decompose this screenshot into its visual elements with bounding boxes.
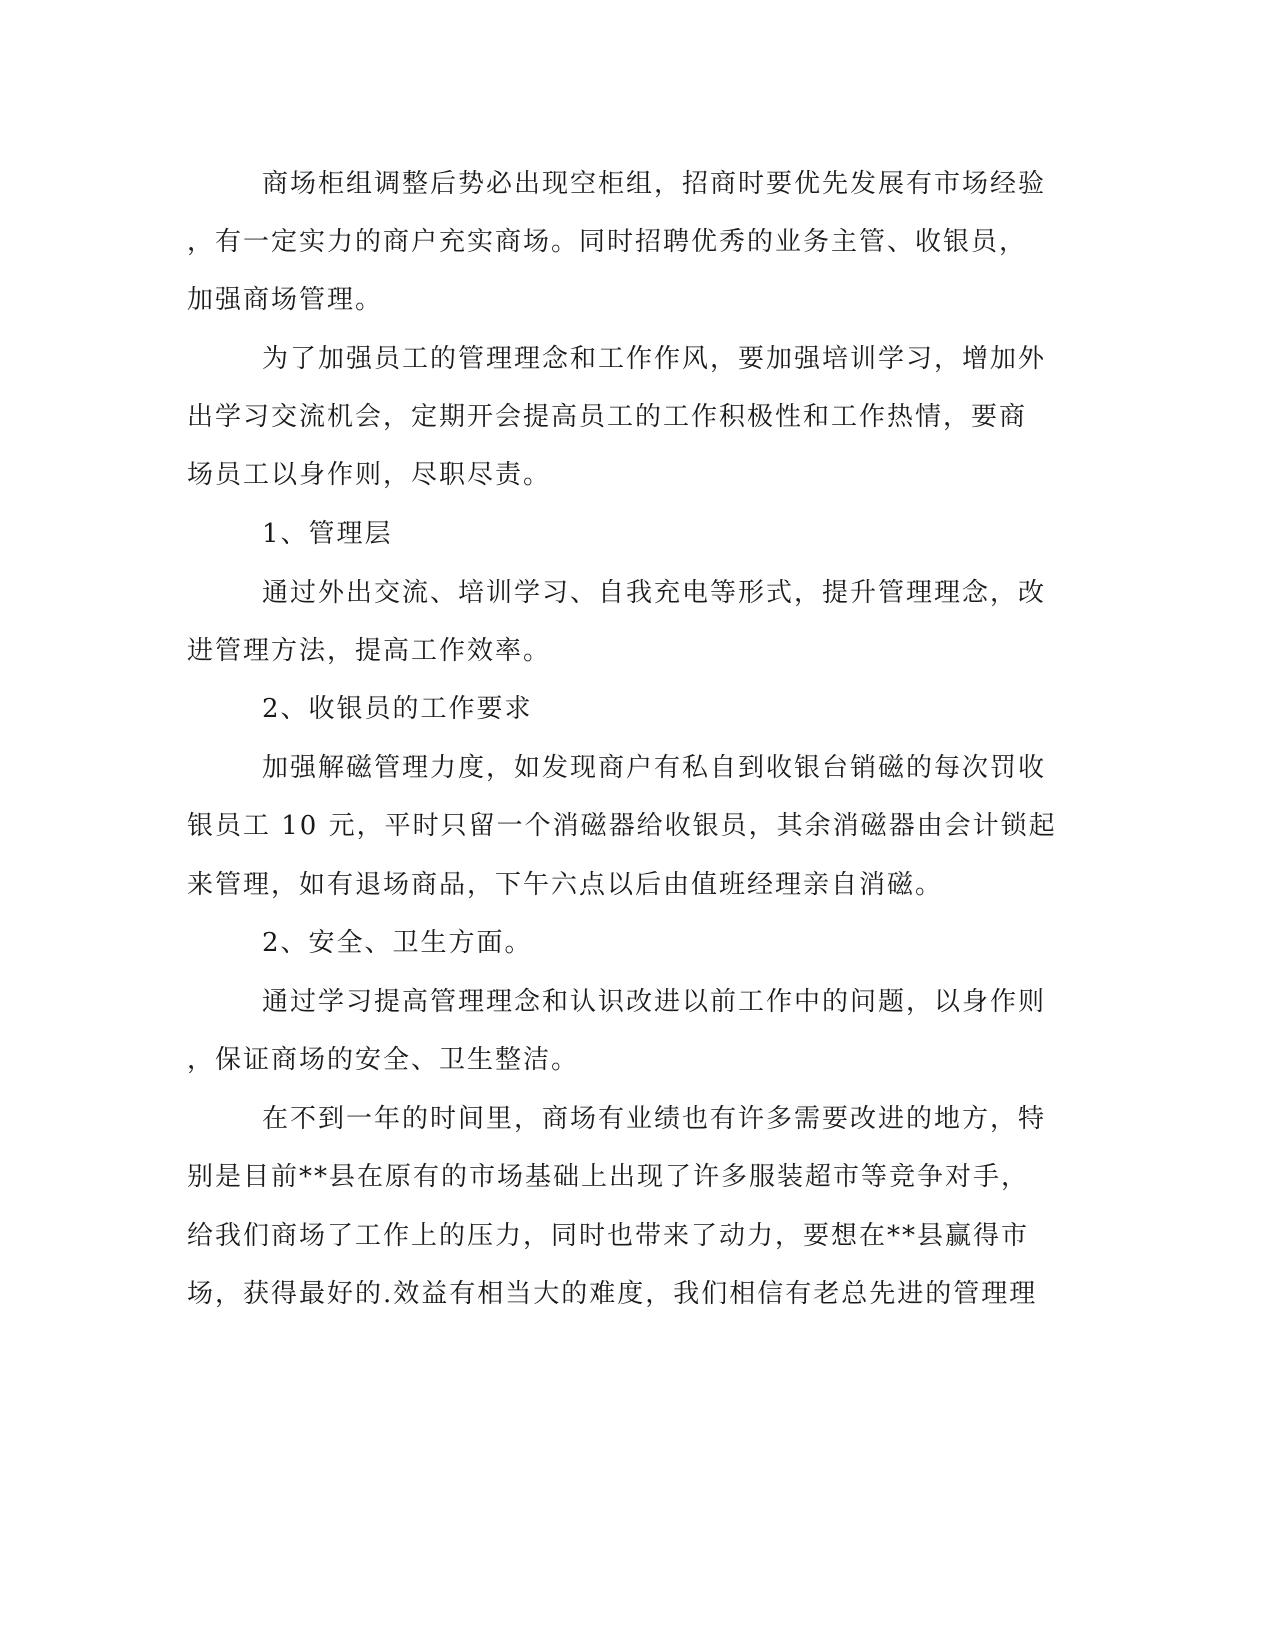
- paragraph-2-line-2: 出学习交流机会，定期开会提高员工的工作积极性和工作热情，要商: [187, 402, 1028, 432]
- paragraph-3-line-2: 进管理方法，提高工作效率。: [187, 636, 552, 666]
- section-heading-cashier: 2、收银员的工作要求: [262, 694, 533, 724]
- paragraph-6-line-4: 场，获得最好的.效益有相当大的难度，我们相信有老总先进的管理理: [187, 1279, 1038, 1309]
- paragraph-1-line-3: 加强商场管理。: [187, 285, 384, 315]
- paragraph-6-line-1: 在不到一年的时间里，商场有业绩也有许多需要改进的地方，特: [262, 1104, 1047, 1134]
- paragraph-1-line-2: ，有一定实力的商户充实商场。同时招聘优秀的业务主管、收银员，: [187, 227, 1028, 257]
- paragraph-4-line-3: 来管理，如有退场商品，下午六点以后由值班经理亲自消磁。: [187, 870, 944, 900]
- paragraph-2-line-3: 场员工以身作则，尽职尽责。: [187, 460, 552, 490]
- paragraph-1-line-1: 商场柜组调整后势必出现空柜组，招商时要优先发展有市场经验: [262, 169, 1047, 199]
- paragraph-4-line-1: 加强解磁管理力度，如发现商户有私自到收银台销磁的每次罚收: [262, 753, 1047, 783]
- section-heading-safety: 2、安全、卫生方面。: [262, 928, 533, 958]
- section-heading-management: 1、管理层: [262, 519, 393, 549]
- paragraph-2-line-1: 为了加强员工的管理理念和工作作风，要加强培训学习，增加外: [262, 344, 1047, 374]
- paragraph-6-line-3: 给我们商场了工作上的压力，同时也带来了动力，要想在**县赢得市: [187, 1221, 1030, 1251]
- paragraph-4-line-2: 银员工 10 元，平时只留一个消磁器给收银员，其余消磁器由会计锁起: [187, 811, 1057, 841]
- paragraph-5-line-2: ，保证商场的安全、卫生整洁。: [187, 1045, 580, 1075]
- paragraph-5-line-1: 通过学习提高管理理念和认识改进以前工作中的问题，以身作则: [262, 987, 1047, 1017]
- paragraph-3-line-1: 通过外出交流、培训学习、自我充电等形式，提升管理理念，改: [262, 578, 1047, 608]
- paragraph-6-line-2: 别是目前**县在原有的市场基础上出现了许多服装超市等竞争对手，: [187, 1162, 1030, 1192]
